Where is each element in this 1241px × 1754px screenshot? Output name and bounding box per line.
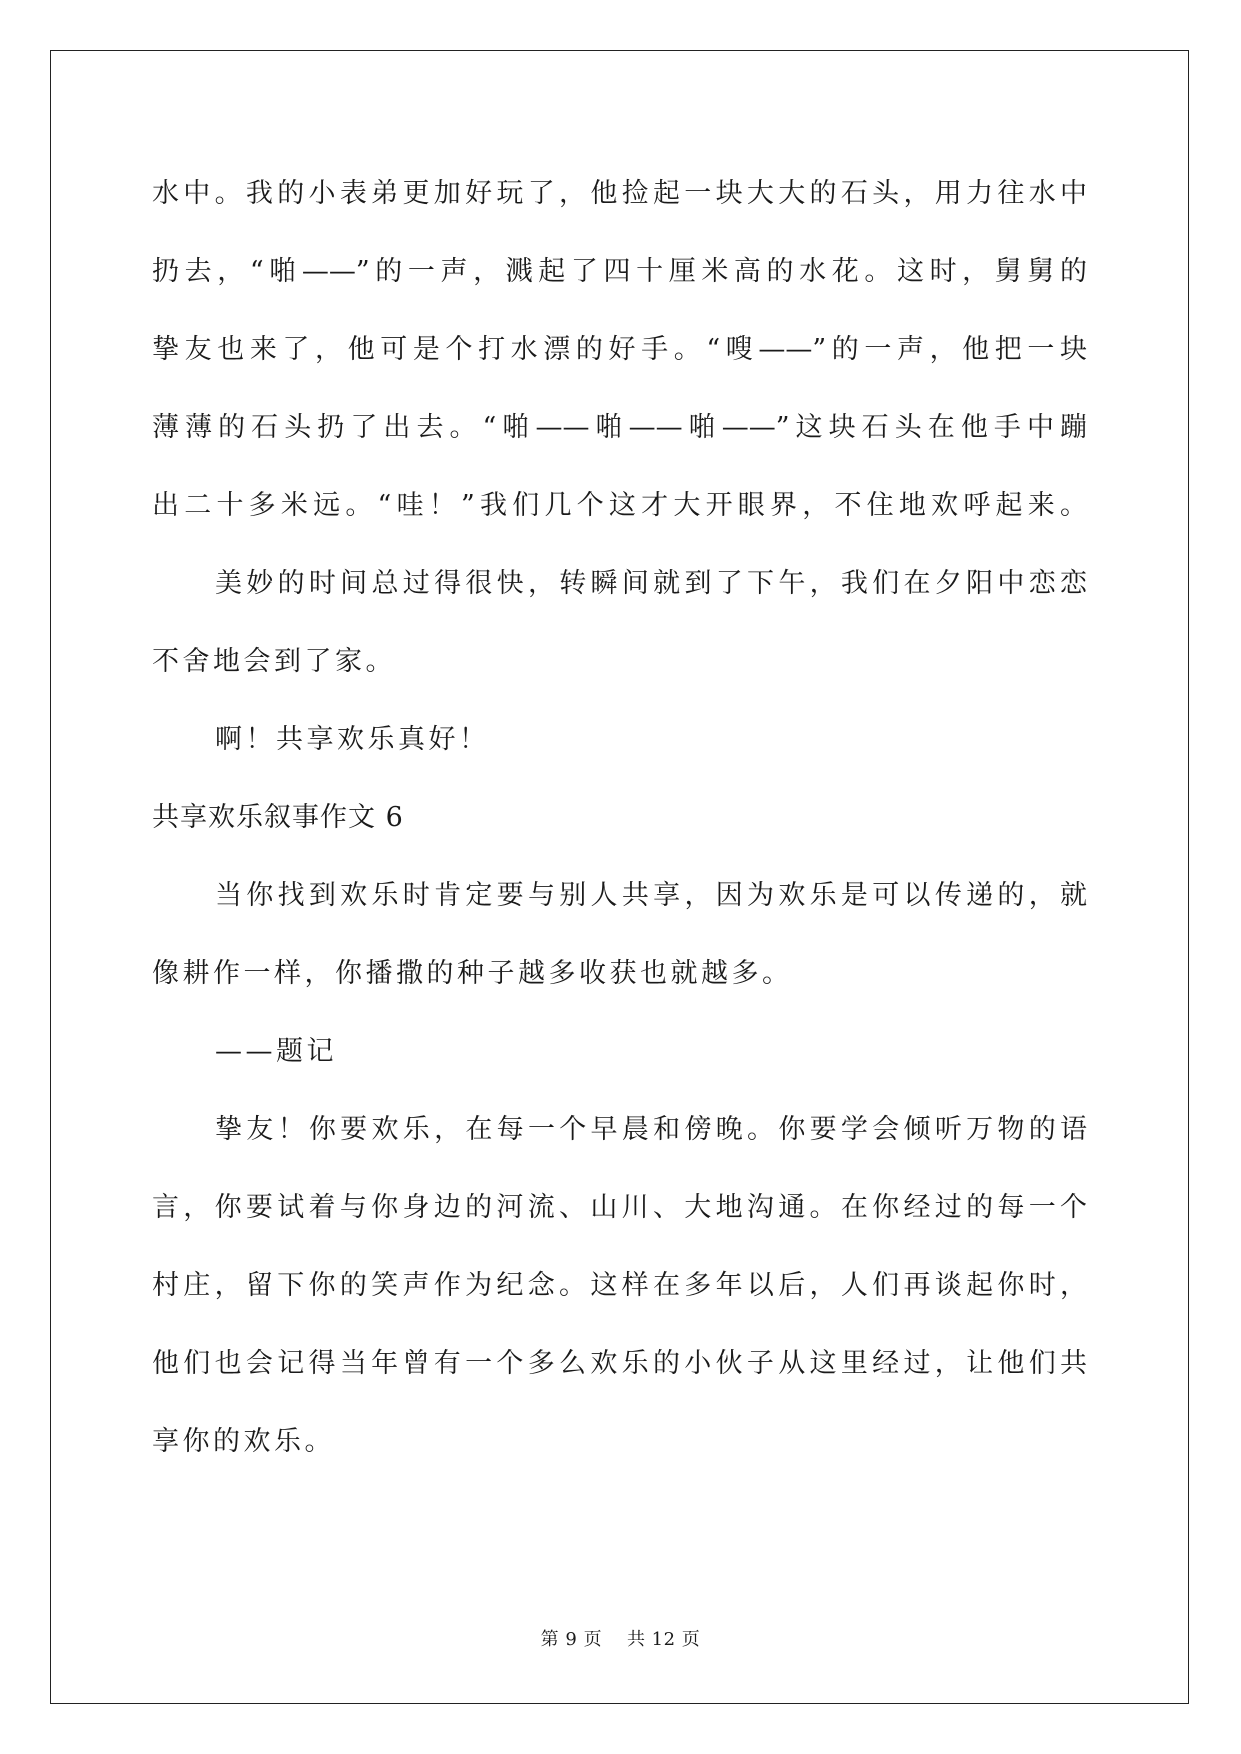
paragraph-start-line: 当你找到欢乐时肯定要与别人共享，因为欢乐是可以传递的，就: [215, 880, 1087, 911]
text-line: 不舍地会到了家。: [152, 646, 396, 677]
text-line: 享你的欢乐。: [152, 1426, 335, 1457]
page-number-footer: 第 9 页 共 12 页: [540, 1629, 701, 1650]
paragraph-start-line: 美妙的时间总过得很快，转瞬间就到了下午，我们在夕阳中恋恋: [215, 568, 1087, 599]
text-line: 出二十多米远。“哇！”我们几个这才大开眼界，不住地欢呼起来。: [152, 490, 1087, 521]
text-line: 言，你要试着与你身边的河流、山川、大地沟通。在你经过的每一个: [152, 1192, 1087, 1223]
text-line: 水中。我的小表弟更加好玩了，他捡起一块大大的石头，用力往水中: [152, 178, 1087, 209]
text-line: 薄薄的石头扔了出去。“啪——啪——啪——”这块石头在他手中蹦: [152, 412, 1087, 443]
exclamation-line: 啊！共享欢乐真好！: [215, 724, 490, 755]
document-body: [152, 155, 1087, 1481]
epigraph-attribution: ——题记: [215, 1036, 337, 1067]
paragraph-start-line: 挚友！你要欢乐，在每一个早晨和傍晚。你要学会倾听万物的语: [215, 1114, 1087, 1145]
text-line: 扔去，“啪——”的一声，溅起了四十厘米高的水花。这时，舅舅的: [152, 256, 1087, 287]
text-line: 他们也会记得当年曾有一个多么欢乐的小伙子从这里经过，让他们共: [152, 1348, 1087, 1379]
text-line: 村庄，留下你的笑声作为纪念。这样在多年以后，人们再谈起你时，: [152, 1270, 1087, 1301]
section-heading: 共享欢乐叙事作文 6: [152, 802, 404, 833]
text-line: 像耕作一样，你播撒的种子越多收获也就越多。: [152, 958, 793, 989]
text-line: 挚友也来了，他可是个打水漂的好手。“嗖——”的一声，他把一块: [152, 334, 1087, 365]
